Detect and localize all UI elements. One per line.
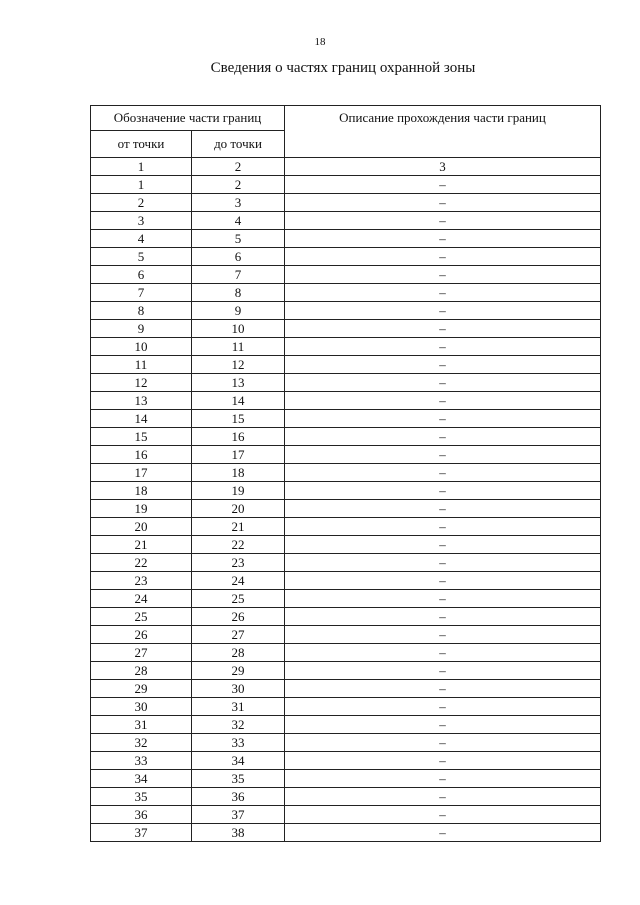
from-point-cell: 13 <box>91 392 192 410</box>
table-row <box>91 500 601 518</box>
to-point-cell: 29 <box>192 662 285 680</box>
table-row <box>91 230 601 248</box>
header-from-point: от точки <box>91 131 192 158</box>
description-cell: – <box>285 752 601 770</box>
table-row <box>91 644 601 662</box>
description-cell: – <box>285 320 601 338</box>
table-row <box>91 608 601 626</box>
header-to-point: до точки <box>192 131 285 158</box>
description-cell: – <box>285 680 601 698</box>
table-row <box>91 824 601 842</box>
table-row <box>91 518 601 536</box>
to-point-cell: 37 <box>192 806 285 824</box>
to-point-cell: 25 <box>192 590 285 608</box>
table-row <box>91 410 601 428</box>
to-point-cell: 17 <box>192 446 285 464</box>
from-point-cell: 16 <box>91 446 192 464</box>
from-point-cell: 5 <box>91 248 192 266</box>
table-row <box>91 680 601 698</box>
to-point-cell: 2 <box>192 176 285 194</box>
to-point-cell: 13 <box>192 374 285 392</box>
to-point-cell: 28 <box>192 644 285 662</box>
table-row <box>91 338 601 356</box>
from-point-cell: 1 <box>91 176 192 194</box>
from-point-cell: 34 <box>91 770 192 788</box>
document-title: Сведения о частях границ охранной зоны <box>210 60 476 76</box>
to-point-cell: 10 <box>192 320 285 338</box>
description-cell: – <box>285 338 601 356</box>
from-point-cell: 12 <box>91 374 192 392</box>
description-cell: – <box>285 770 601 788</box>
to-point-cell: 19 <box>192 482 285 500</box>
from-point-cell: 32 <box>91 734 192 752</box>
from-point-cell: 8 <box>91 302 192 320</box>
from-point-cell: 15 <box>91 428 192 446</box>
description-cell: – <box>285 662 601 680</box>
from-point-cell: 10 <box>91 338 192 356</box>
to-point-cell: 14 <box>192 392 285 410</box>
description-cell: – <box>285 284 601 302</box>
from-point-cell: 11 <box>91 356 192 374</box>
header-boundary-description: Описание прохождения части границ <box>285 106 601 158</box>
to-point-cell: 22 <box>192 536 285 554</box>
table-row <box>91 356 601 374</box>
description-cell: – <box>285 518 601 536</box>
to-point-cell: 12 <box>192 356 285 374</box>
to-point-cell: 6 <box>192 248 285 266</box>
to-point-cell: 18 <box>192 464 285 482</box>
description-cell: – <box>285 500 601 518</box>
to-point-cell: 7 <box>192 266 285 284</box>
table-row <box>91 320 601 338</box>
from-point-cell: 26 <box>91 626 192 644</box>
to-point-cell: 4 <box>192 212 285 230</box>
to-point-cell: 36 <box>192 788 285 806</box>
table-row <box>91 428 601 446</box>
description-cell: – <box>285 626 601 644</box>
table-body <box>91 158 601 842</box>
to-point-cell: 16 <box>192 428 285 446</box>
description-cell: – <box>285 572 601 590</box>
to-point-cell: 27 <box>192 626 285 644</box>
table-row <box>91 464 601 482</box>
description-cell: – <box>285 482 601 500</box>
table-row <box>91 374 601 392</box>
from-point-cell: 23 <box>91 572 192 590</box>
table-row <box>91 662 601 680</box>
description-cell: – <box>285 824 601 842</box>
from-point-cell: 20 <box>91 518 192 536</box>
to-point-cell: 5 <box>192 230 285 248</box>
table-row <box>91 266 601 284</box>
description-cell: – <box>285 698 601 716</box>
description-cell: – <box>285 806 601 824</box>
description-cell: – <box>285 536 601 554</box>
column-number-cell: 2 <box>192 158 285 176</box>
from-point-cell: 29 <box>91 680 192 698</box>
table-row <box>91 752 601 770</box>
table-row <box>91 626 601 644</box>
to-point-cell: 21 <box>192 518 285 536</box>
description-cell: – <box>285 356 601 374</box>
description-cell: – <box>285 212 601 230</box>
table-row <box>91 788 601 806</box>
from-point-cell: 28 <box>91 662 192 680</box>
description-cell: – <box>285 446 601 464</box>
from-point-cell: 6 <box>91 266 192 284</box>
column-number-row <box>91 158 601 176</box>
column-number-cell: 1 <box>91 158 192 176</box>
table-row <box>91 284 601 302</box>
table-row <box>91 194 601 212</box>
to-point-cell: 8 <box>192 284 285 302</box>
table-row <box>91 770 601 788</box>
description-cell: – <box>285 194 601 212</box>
page-number: 18 <box>314 36 326 48</box>
description-cell: – <box>285 734 601 752</box>
to-point-cell: 11 <box>192 338 285 356</box>
from-point-cell: 35 <box>91 788 192 806</box>
description-cell: – <box>285 248 601 266</box>
from-point-cell: 7 <box>91 284 192 302</box>
description-cell: – <box>285 302 601 320</box>
table-row <box>91 806 601 824</box>
from-point-cell: 3 <box>91 212 192 230</box>
table-row <box>91 572 601 590</box>
from-point-cell: 14 <box>91 410 192 428</box>
table-row <box>91 392 601 410</box>
to-point-cell: 3 <box>192 194 285 212</box>
table-row <box>91 590 601 608</box>
to-point-cell: 9 <box>192 302 285 320</box>
to-point-cell: 34 <box>192 752 285 770</box>
from-point-cell: 33 <box>91 752 192 770</box>
table-row <box>91 176 601 194</box>
from-point-cell: 31 <box>91 716 192 734</box>
description-cell: – <box>285 590 601 608</box>
from-point-cell: 4 <box>91 230 192 248</box>
to-point-cell: 30 <box>192 680 285 698</box>
boundary-parts-table <box>90 105 601 842</box>
table-row <box>91 698 601 716</box>
from-point-cell: 9 <box>91 320 192 338</box>
description-cell: – <box>285 644 601 662</box>
header-boundary-part-designation: Обозначение части границ <box>91 106 285 131</box>
to-point-cell: 20 <box>192 500 285 518</box>
description-cell: – <box>285 374 601 392</box>
table-row <box>91 248 601 266</box>
description-cell: – <box>285 176 601 194</box>
to-point-cell: 38 <box>192 824 285 842</box>
from-point-cell: 19 <box>91 500 192 518</box>
table-row <box>91 536 601 554</box>
description-cell: – <box>285 554 601 572</box>
description-cell: – <box>285 410 601 428</box>
from-point-cell: 25 <box>91 608 192 626</box>
description-cell: – <box>285 716 601 734</box>
description-cell: – <box>285 464 601 482</box>
from-point-cell: 27 <box>91 644 192 662</box>
description-cell: – <box>285 230 601 248</box>
from-point-cell: 18 <box>91 482 192 500</box>
from-point-cell: 36 <box>91 806 192 824</box>
to-point-cell: 26 <box>192 608 285 626</box>
column-number-cell: 3 <box>285 158 601 176</box>
description-cell: – <box>285 428 601 446</box>
from-point-cell: 2 <box>91 194 192 212</box>
description-cell: – <box>285 788 601 806</box>
to-point-cell: 35 <box>192 770 285 788</box>
description-cell: – <box>285 392 601 410</box>
description-cell: – <box>285 608 601 626</box>
from-point-cell: 22 <box>91 554 192 572</box>
to-point-cell: 32 <box>192 716 285 734</box>
to-point-cell: 24 <box>192 572 285 590</box>
from-point-cell: 30 <box>91 698 192 716</box>
table-row <box>91 482 601 500</box>
table-row <box>91 734 601 752</box>
description-cell: – <box>285 266 601 284</box>
to-point-cell: 31 <box>192 698 285 716</box>
to-point-cell: 33 <box>192 734 285 752</box>
table-row <box>91 716 601 734</box>
table-row <box>91 446 601 464</box>
table-row <box>91 212 601 230</box>
from-point-cell: 24 <box>91 590 192 608</box>
to-point-cell: 23 <box>192 554 285 572</box>
table-row <box>91 554 601 572</box>
from-point-cell: 17 <box>91 464 192 482</box>
table-row <box>91 302 601 320</box>
to-point-cell: 15 <box>192 410 285 428</box>
from-point-cell: 37 <box>91 824 192 842</box>
from-point-cell: 21 <box>91 536 192 554</box>
